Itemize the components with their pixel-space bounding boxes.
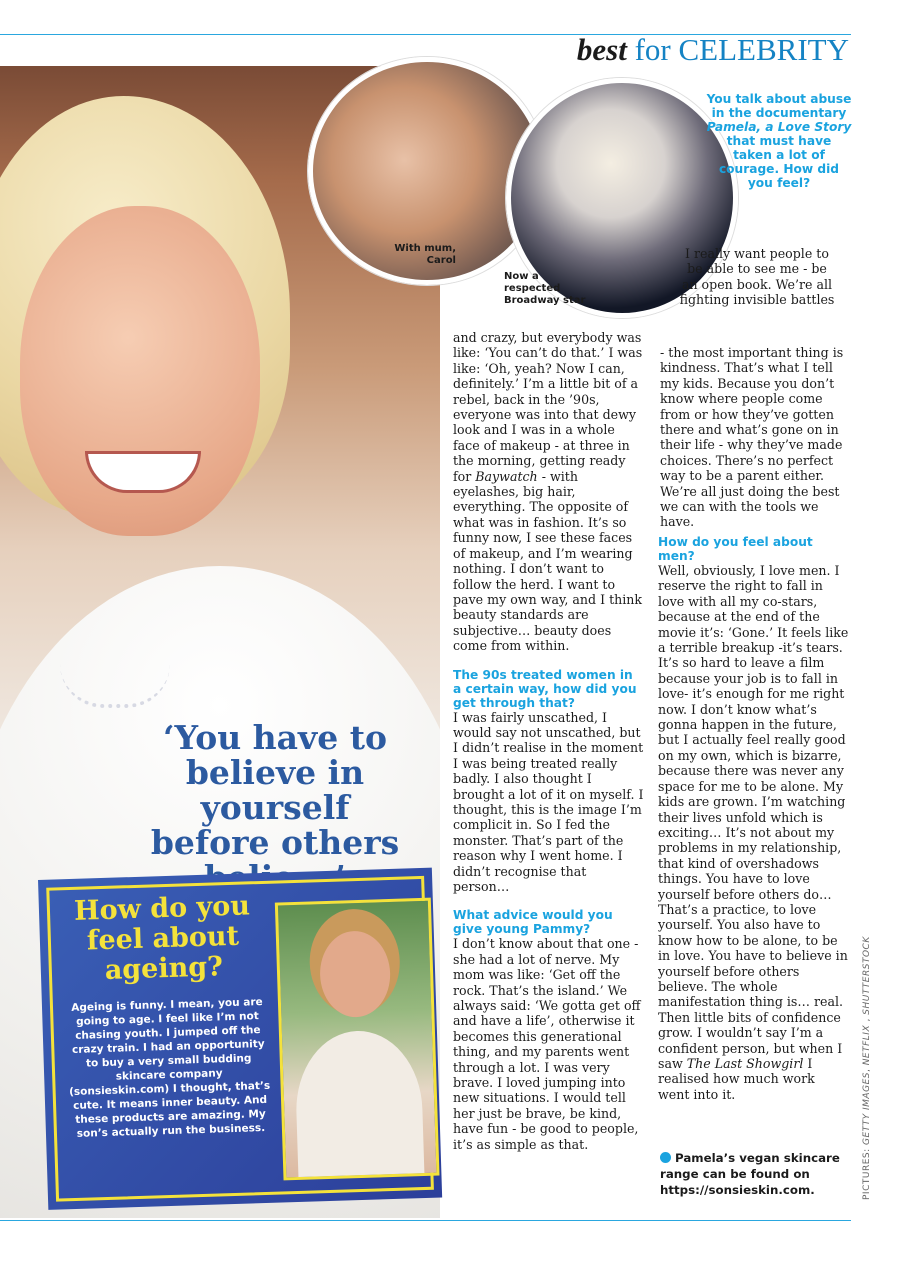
baywatch-title: Baywatch bbox=[475, 468, 538, 484]
bottom-rule bbox=[0, 1220, 851, 1221]
answer-documentary-rest: - the most important thing is kindness. That’s what I tell my kids. Because you don’t know where people come from or how they’ve gotten there and what’s gone on in their life - why they’ve made choices. There’s no perfect way to be a parent either. We’re all just doing the best we can with the tools we have. bbox=[660, 345, 844, 530]
caption-with-mum-line1: With mum, bbox=[394, 243, 456, 254]
answer-advice: I don’t know about that one - she had a lot of nerve. My mom was like: ‘Get off the rock. That’s the island.’ We always said: ‘We gotta get off and have a life’, otherwise it becomes this generational thing, and my parents went through a lot. I was very brave. I loved jumping into new situations. I would tell her just be brave, be kind, have fun - be good to people, it’s as simple as that. bbox=[453, 936, 641, 1152]
spacer bbox=[453, 654, 644, 668]
last-showgirl-title: The Last Showgirl bbox=[686, 1056, 804, 1071]
question-documentary-part1: You talk about abuse in the documentary bbox=[706, 92, 852, 120]
question-90s: The 90s treated women in a certain way, how did you get through that? bbox=[453, 667, 637, 710]
credit-sep: , bbox=[862, 1014, 872, 1025]
photo-head bbox=[319, 930, 392, 1018]
answer-90s: I was fairly unscathed, I would say not unscathed, but I didn’t realise in the moment I was being treated really badly. I also thought I brought a lot of it on myself. I thought, this is the image I’m complicit in. So I fed the monster. That’s part of the reason why I went home. I didn’t recognise that person… bbox=[453, 709, 644, 894]
question-documentary-part2: that must have taken a lot of courage. How did you feel? bbox=[718, 134, 840, 190]
photo-body bbox=[294, 1029, 425, 1180]
question-men: How do you feel about men? bbox=[658, 535, 813, 563]
skincare-note-text: Pamela’s vegan skincare range can be found on https://sonsieskin.com. bbox=[660, 1151, 840, 1197]
picture-credits bbox=[862, 936, 872, 1200]
ageing-box-text: Ageing is funny. I mean, you are going to age. I feel like I’m not chasing youth. I jumped off the crazy train. I had an opportunity to buy a very small budding skincare company (sonsieskin.com) I thought, that’s cute. It means inner beauty. And these products are amazing. My son’s actually run the business. bbox=[68, 996, 271, 1140]
answer-men bbox=[658, 563, 849, 1102]
section-name: for CELEBRITY bbox=[634, 32, 849, 67]
right-column bbox=[658, 535, 849, 1102]
brand-name: best bbox=[576, 32, 627, 67]
pull-quote: ‘You have to believe in yourself before others bbox=[150, 718, 400, 862]
credit-shutterstock: SHUTTERSTOCK bbox=[862, 936, 872, 1015]
ageing-box bbox=[38, 868, 442, 1210]
credits-prefix: PICTURES: bbox=[862, 1145, 872, 1200]
caption-broadway-text: Now a respected Broadway star bbox=[504, 271, 586, 306]
section-header bbox=[577, 32, 849, 68]
caption-with-mum-line2: Carol bbox=[426, 255, 456, 266]
skincare-note bbox=[660, 1150, 860, 1198]
spacer bbox=[453, 894, 644, 908]
answer-men-part2: I realised how much work went into it. bbox=[658, 1056, 815, 1102]
answer-documentary-centered: I really want people to be able to see me - be an open book. We’re all fighting invisible battles bbox=[679, 246, 835, 308]
documentary-title: Pamela, a Love Story bbox=[706, 120, 852, 134]
answer-men-part1: Well, obviously, I love men. I reserve the right to fall in love with all my co-stars, because at the end of the movie it’s: ‘Gone.’ It feels like a terrible breakup -it’s tears. It’s so hard to leave a film because your job is to fall in love- it’s enough for me right now. I don’t know what’s gonna happen in the future, but I actually feel really good on my own, which is bizarre, because there was never any space for me to be alone. My kids are grown. I’m watching their lives unfold which is exciting… It’s not about my problems in my relationship, that kind of overshadows things. You have to love yourself before others do…That’s a practice, to love yourself. You also have to know how to be alone, to be in love. You have to believe in yourself before others believe. The whole manifestation thing is… real. Then little bits of confidence grow. I wouldn’t say I’m a confident person, but when I saw bbox=[658, 563, 849, 1071]
credit-netflix: NETFLIX bbox=[862, 1024, 872, 1066]
ageing-box-photo bbox=[275, 898, 440, 1181]
intro-paragraph bbox=[453, 330, 644, 654]
question-advice: What advice would you give young Pammy? bbox=[453, 908, 613, 937]
caption-broadway bbox=[504, 271, 594, 307]
bullet-dot-icon bbox=[660, 1152, 671, 1163]
ageing-box-title: How do you feel about ageing? bbox=[73, 890, 251, 986]
left-column bbox=[453, 330, 644, 1152]
intro-part1: and crazy, but everybody was like: ‘You can’t do that.’ I was like: ‘Oh, yeah? Now I can, definitely.’ I’m a little bit of a rebel, back in the ’90s, everyone was into that dewy look and I was in a whole face of makeup - at three in the morning, getting ready for bbox=[453, 330, 643, 484]
caption-with-mum bbox=[394, 243, 456, 267]
question-documentary bbox=[706, 92, 852, 190]
intro-part2: - with eyelashes, big hair, everything. The opposite of what was in fashion. It’s so funny now, I see these faces of makeup, and I’m wearing nothing. I don’t want to follow the herd. I want to pave my own way, and I think beauty standards are subjective… beauty does come from within. bbox=[453, 468, 643, 654]
credit-getty: GETTY IMAGES bbox=[862, 1072, 872, 1145]
credit-sep: , bbox=[862, 1065, 872, 1073]
